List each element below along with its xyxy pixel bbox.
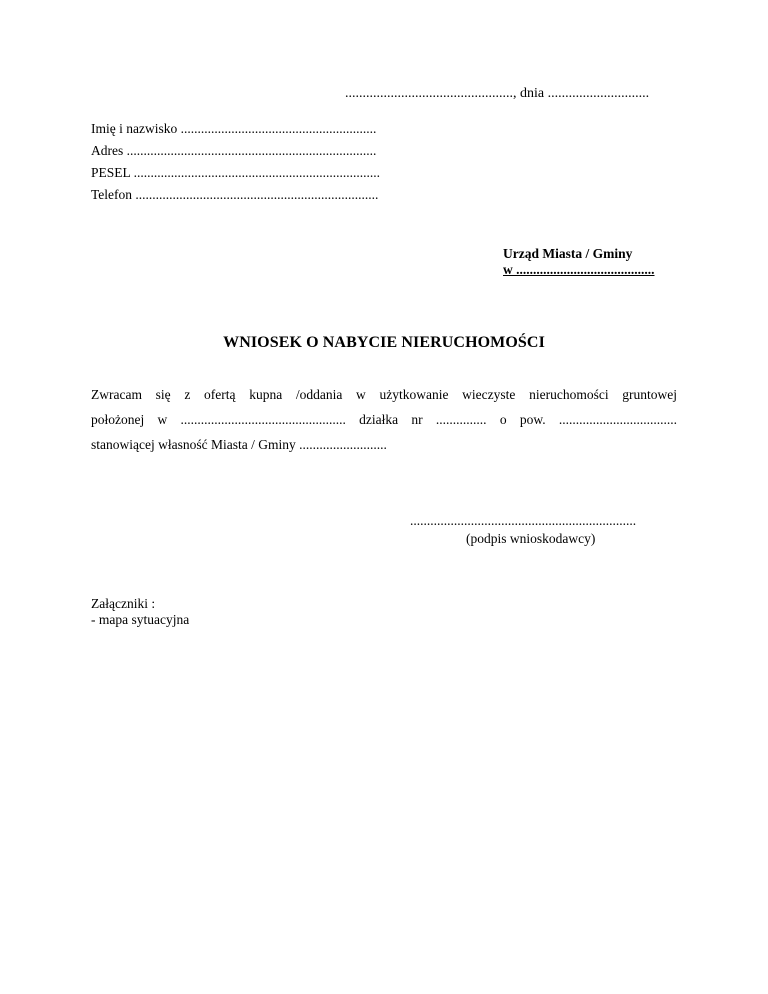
request-paragraph [91,382,677,457]
addressee-block [503,246,655,278]
signature-caption: (podpis wnioskodawcy) [466,531,596,546]
applicant-name-field: Imię i nazwisko .......................................................... [91,121,377,136]
attachment-item: - mapa sytuacyjna [91,612,190,627]
paragraph-line-1: Zwracam się z ofertą kupna /oddania w użytkowanie wieczyste nieruchomości gruntowej [91,387,677,402]
addressee-office: Urząd Miasta / Gminy [503,246,633,261]
signature-block [410,512,636,548]
document-title: WNIOSEK O NABYCIE NIERUCHOMOŚCI [223,334,545,351]
applicant-details [91,118,380,206]
paragraph-line-3: stanowiącej własność Miasta / Gminy .......................... [91,437,387,452]
addressee-location: w ......................................... [503,262,655,277]
attachments-heading: Załączniki : [91,596,156,611]
applicant-pesel-field: PESEL ......................................................................... [91,165,381,180]
place-and-date-line: ................................................, dnia ............................. [345,86,650,101]
paragraph-line-2: położonej w ................................................. działka nr ............... o pow. ................................... [91,412,677,427]
applicant-phone-field: Telefon ........................................................................ [91,187,379,202]
signature-line: ................................................................... [410,513,637,528]
applicant-address-field: Adres .......................................................................... [91,143,377,158]
attachments-section [91,596,189,628]
